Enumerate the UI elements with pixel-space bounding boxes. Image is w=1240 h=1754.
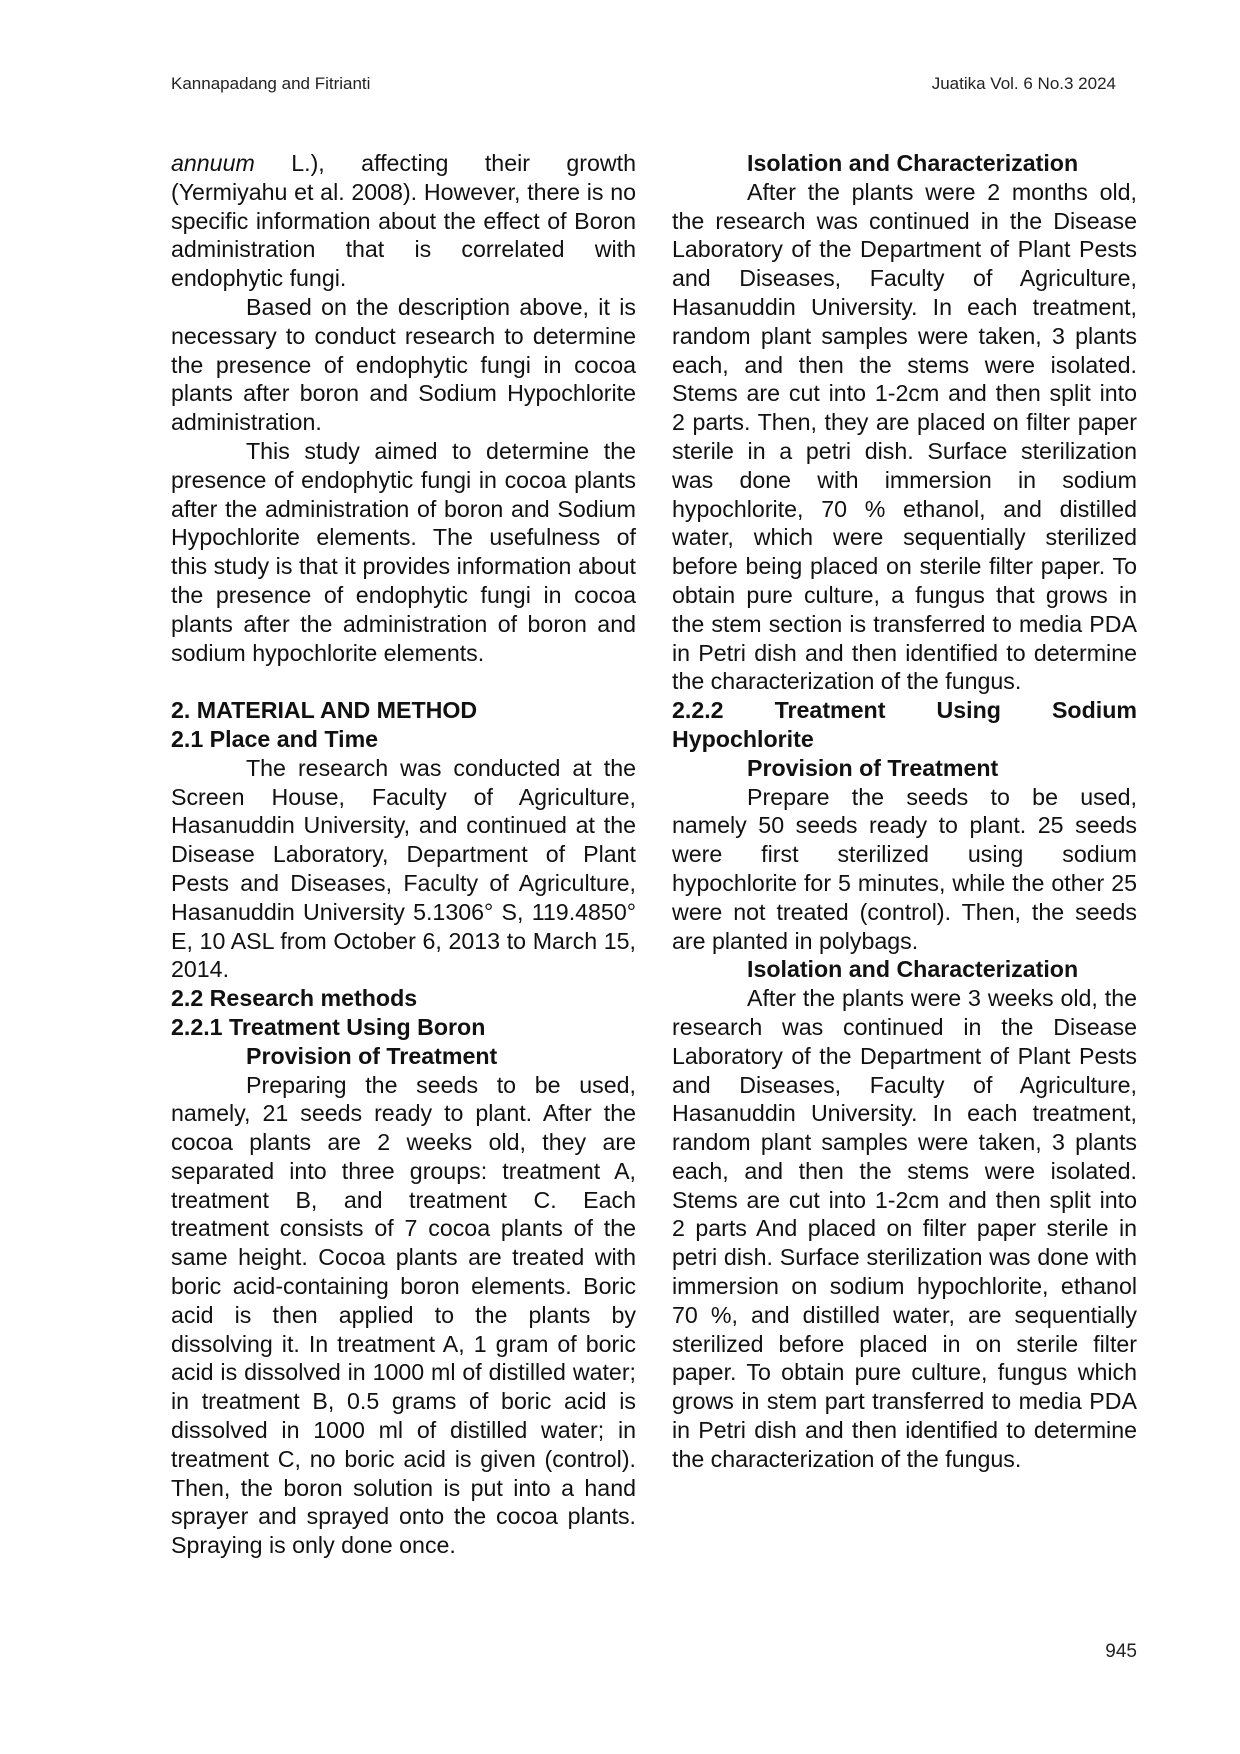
section-heading-material-method: 2. MATERIAL AND METHOD [171, 697, 478, 724]
subheading-provision-sodium: Provision of Treatment [747, 754, 999, 781]
heading-word: Sodium [1051, 697, 1137, 724]
subheading-isolation-1: Isolation and Characterization [747, 150, 1079, 176]
running-header-journal: Juatika Vol. 6 No.3 2024 [931, 74, 1116, 93]
intro-paragraph-3: This study aimed to determine the presence of endophytic fungi in cocoa plants after the administration of boron and Sodium Hypochlorite elements. The usefulness of this study is that it provides information about the presence of endophytic fungi in cocoa plants after the administration of boron and sodium hypochlorite elements. [171, 437, 636, 666]
heading-word: Using [936, 697, 1001, 724]
species-italic: annuum [171, 150, 255, 176]
page-number: 945 [1105, 1641, 1137, 1662]
isolation-paragraph-1: After the plants were 2 months old, the research was continued in the Disease Laboratory of the Department of Plant Pests and Diseases, Faculty of Agriculture, Hasanuddin University. In each treatment, random plant samples were taken, 3 plants each, and then the stems were isolated. Stems are cut into 1-2cm and then split into 2 parts. Then, they are placed on filter paper sterile in a petri dish. Surface sterilization was done with immersion in sodium hypochlorite, 70 % ethanol, and distilled water, which were sequentially sterilized before being placed on sterile filter paper. To obtain pure culture, a fungus that grows in the stem section is transferred to media PDA in Petri dish and then identified to determine the characterization of the fungus. [672, 178, 1137, 695]
sodium-paragraph: Prepare the seeds to be used, namely 50 seeds ready to plant. 25 seeds were first sterilized using sodium hypochlorite for 5 minutes, while the other 25 were not treated (control). Then, the seeds are planted in polybags. [672, 783, 1137, 954]
boron-paragraph: Preparing the seeds to be used, namely, 21 seeds ready to plant. After the cocoa plants are 2 weeks old, they are separated into three groups: treatment A, treatment B, and treatment C. Each treatment consists of 7 cocoa plants of the same height. Cocoa plants are treated with boric acid-containing boron elements. Boric acid is then applied to the plants by dissolving it. In treatment A, 1 gram of boric acid is dissolved in 1000 ml of distilled water; in treatment B, 0.5 grams of boric acid is dissolved in 1000 ml of distilled water; in treatment C, no boric acid is given (control). Then, the boron solution is put into a hand sprayer and sprayed onto the cocoa plants. Spraying is only done once. [171, 1071, 636, 1559]
subsection-heading-sodium [672, 696, 1137, 725]
intro-paragraph-text: L.), affecting their growth (Yermiyahu et al. 2008). However, there is no specific information about the effect of Boron administration that is correlated with endophytic fungi. [171, 150, 636, 292]
place-time-paragraph: The research was conducted at the Screen House, Faculty of Agriculture, Hasanuddin University, and continued at the Disease Laboratory, Department of Plant Pests and Diseases, Faculty of Agriculture, Hasanuddin University 5.1306° S, 119.4850° E, 10 ASL from October 6, 2013 to March 15, 2014. [171, 754, 636, 983]
isolation-paragraph-2: After the plants were 3 weeks old, the research was continued in the Disease Laboratory of the Department of Plant Pests and Diseases, Faculty of Agriculture, Hasanuddin University. In each treatment, random plant samples were taken, 3 plants each, and then the stems were isolated. Stems are cut into 1-2cm and then split into 2 parts And placed on filter paper sterile in petri dish. Surface sterilization was done with immersion on sodium hypochlorite, ethanol 70 %, and distilled water, are sequentially sterilized before placed in on sterile filter paper. To obtain pure culture, fungus which grows in stem part transferred to media PDA in Petri dish and then identified to determine the characterization of the fungus. [672, 985, 1137, 1472]
intro-paragraph-continued [171, 149, 636, 293]
section-spacer [171, 667, 636, 696]
subheading-isolation-2: Isolation and Characterization [747, 956, 1079, 983]
subsection-heading-place-time: 2.1 Place and Time [171, 725, 379, 752]
heading-word: Treatment [774, 697, 886, 724]
heading-word: 2.2.2 [672, 697, 724, 724]
intro-paragraph-2: Based on the description above, it is necessary to conduct research to determine the presence of endophytic fungi in cocoa plants after boron and Sodium Hypochlorite administration. [171, 293, 636, 436]
left-column [171, 149, 636, 1560]
running-header-authors: Kannapadang and Fitrianti [171, 74, 371, 93]
subheading-provision-boron: Provision of Treatment [246, 1042, 498, 1069]
right-column [672, 149, 1137, 1474]
subsection-heading-sodium-line2: Hypochlorite [672, 725, 814, 752]
subsection-heading-boron: 2.2.1 Treatment Using Boron [171, 1013, 486, 1040]
subsection-heading-research-methods: 2.2 Research methods [171, 985, 418, 1012]
